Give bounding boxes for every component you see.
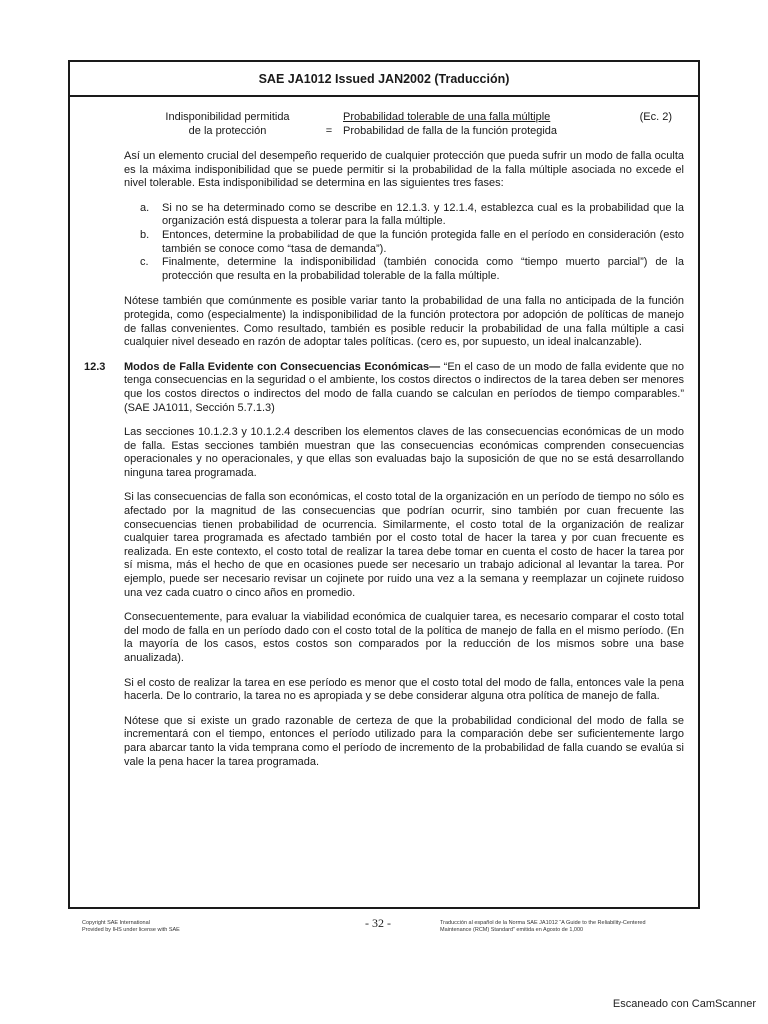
equation-label: (Ec. 2) xyxy=(639,111,672,123)
paragraph-1: Las secciones 10.1.2.3 y 10.1.2.4 describen los elementos claves de las consecuencias económicas de un modo de falla. Estas secciones también muestran que las consecuencias económicas comprenden consecuencias operacionales y no operacionales, y que ellas son evaluadas bajo la suposición de que no se está desarrollando ninguna tarea programada. xyxy=(124,426,684,479)
document-title: SAE JA1012 Issued JAN2002 (Traducción) xyxy=(258,71,510,86)
paragraph-2: Si las consecuencias de falla son económicas, el costo total de la organización en un período de tiempo no sólo es afectado por la magnitud de las consecuencias que podrían ocurrir, sino también por cuan frecuente las consecuencias tienen probabilidad de ocurrencia. Similarmente, el costo total de la organización de realizar cualquier tarea programada es afectado también por el costo total de hacer la tarea y por cuan frecuente es realizada. En este contexto, el costo total de realizar la tarea debe tomar en cuenta el costo de hacer la tarea por sí misma, más el hecho de que en ocasiones puede ser necesario un trabajo adicional al levantar la tarea. Por ejemplo, puede ser necesario revisar un cojinete por ruido una vez a la semana y reemplazar un cojinete ruidoso una vez cada cuatro o cinco años en promedio. xyxy=(124,491,684,599)
section-body xyxy=(124,361,684,415)
footer-copyright xyxy=(82,920,232,933)
equation-numerator: Probabilidad tolerable de una falla múltiple xyxy=(343,111,551,123)
paragraph-intro: Así un elemento crucial del desempeño requerido de cualquier protección que pueda sufrir un modo de falla oculta es la máxima indisponibilidad que se puede permitir si la probabilidad de la falla múltiple asociada no excede el nivel tolerable. Esta indisponibilidad se determina en las siguientes tres fases: xyxy=(124,150,684,190)
list-marker: c. xyxy=(140,256,149,269)
section-number: 12.3 xyxy=(84,360,106,373)
list-item xyxy=(124,202,684,229)
equation-fraction xyxy=(343,111,614,138)
paragraph-3: Consecuentemente, para evaluar la viabilidad económica de cualquier tarea, es necesario comparar el costo total del modo de falla en un período dado con el costo total de la política de manejo de falla en el mismo período. (En la mayoría de los casos, estos costos son comparados por la reducción de los mismos sobre una base anualizada). xyxy=(124,611,684,664)
list-item xyxy=(124,256,684,283)
page-footer xyxy=(82,918,682,942)
list-marker: a. xyxy=(140,201,150,214)
list-marker: b. xyxy=(140,228,150,241)
section-12-3 xyxy=(84,361,684,415)
footer-translation-note xyxy=(440,920,690,933)
footer-note-line1: Traducción al español de la Norma SAE JA1012 “A Guide to the Reliability-Centered xyxy=(440,920,646,926)
equation-equals: = xyxy=(325,124,333,137)
list-text: Finalmente, determine la indisponibilidad (también conocida como “tiempo muerto parcial”) de la protección que resulta en la probabilidad tolerable de la falla múltiple. xyxy=(162,256,684,282)
list-text: Si no se ha determinado como se describe en 12.1.3. y 12.1.4, establezca cual es la probabilidad que la organización está dispuesta a tolerar para la falla múltiple. xyxy=(162,201,684,228)
equation-left-line2: de la protección xyxy=(188,124,267,137)
footer-copyright-line2: Provided by IHS under license with SAE xyxy=(82,926,180,933)
phases-list xyxy=(124,202,684,284)
paragraph-4: Si el costo de realizar la tarea en ese período es menor que el costo total del modo de falla, entonces vale la pena hacerla. De lo contrario, la tarea no es apropiada y se debe considerar alguna otra política de manejo de falla. xyxy=(124,676,684,703)
paragraph-note: Nótese también que comúnmente es posible variar tanto la probabilidad de una falla no anticipada de la función protegida, como (especialmente) la indisponibilidad de la función protectora por adopción de políticas de manejo de fallas convenientes. Como resultado, también es posible reducir la probabilidad de una falla múltiple a casi cualquier nivel deseado en razón de adoptar tales políticas. (cero es, por supuesto, un ideal inalcanzable). xyxy=(124,295,684,349)
page-number: - 32 - xyxy=(365,916,391,930)
list-text: Entonces, determine la probabilidad de que la función protegida falle en el período en consideración (esto también se conoce como “tasa de demanda”). xyxy=(162,228,684,255)
document-header xyxy=(70,62,698,97)
document-body xyxy=(70,97,698,769)
section-quote: “En el caso de un modo de falla evidente que no tenga consecuencias en la seguridad o el ambiente, los costos directos o indirectos de la tarea deben ser menores que los costos directos o indirectos del modo de falla cuando se calculan en períodos de tiempo comparables.” (SAE JA1011, Sección 5.7.1.3) xyxy=(124,360,684,414)
scanner-watermark: Escaneado con CamScanner xyxy=(612,998,756,1010)
equation-left-side xyxy=(140,111,315,138)
equation-left-line1: Indisponibilidad permitida xyxy=(165,111,290,123)
equation-denominator: Probabilidad de falla de la función protegida xyxy=(343,124,558,137)
footer-copyright-line1: Copyright SAE International xyxy=(82,920,150,926)
paragraph-5: Nótese que si existe un grado razonable de certeza de que la probabilidad condicional del modo de falla se incrementará con el tiempo, entonces el período utilizado para la comparación debe ser suficientemente largo para abarcar tanto la vida temprana como el período de incremento de la probabilidad de falla cuando se evalúa si vale la pena hacer la tarea programada. xyxy=(124,714,684,768)
equation-2 xyxy=(140,111,684,138)
section-title: Modos de Falla Evidente con Consecuencias Económicas— xyxy=(124,360,441,373)
footer-note-line2: Maintenance (RCM) Standard” emitida en Agosto de 1,000 xyxy=(440,926,584,933)
document-page xyxy=(68,60,700,909)
list-item xyxy=(124,229,684,256)
